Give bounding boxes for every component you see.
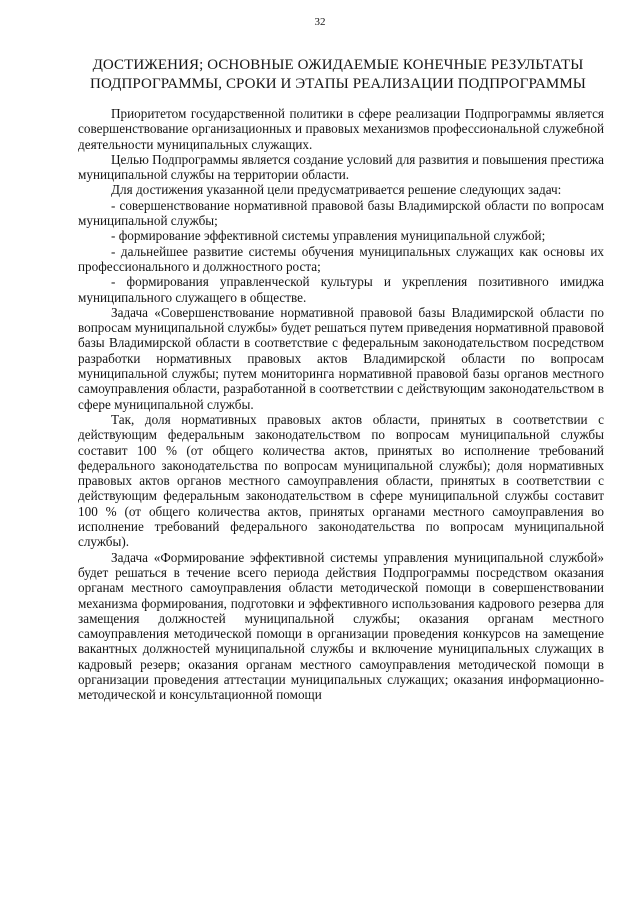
heading-line-2: ПОДПРОГРАММЫ, СРОКИ И ЭТАПЫ РЕАЛИЗАЦИИ ПОДПРОГРАММЫ bbox=[90, 76, 586, 92]
paragraph-task-management-system: Задача «Формирование эффективной системы управления муниципальной службой» будет решаться в течение всего периода действия Подпрограммы посредством оказания органам местного самоуправления области методической помощи в совершенствовании механизма формирования, подготовки и эффективного использования кадрового резерва для замещения должностей муниципальной службы; оказания органам местного самоуправления методической помощи в организации проведения конкурсов на замещение вакантных должностей муниципальной службы и включение муниципальных служащих в кадровый резерв; оказания органам местного самоуправления методической помощи в организации проведения аттестации муниципальных служащих; оказания информационно-методической и консультационной помощи bbox=[78, 549, 604, 703]
paragraph-goal: Целью Подпрограммы является создание условий для развития и повышения престижа муниципальной службы на территории области. bbox=[78, 151, 604, 183]
paragraph-priority: Приоритетом государственной политики в сфере реализации Подпрограммы является совершенствование организационных и правовых механизмов профессиональной служебной деятельности муниципальных служащих. bbox=[78, 106, 604, 152]
paragraph-share-of-acts: Так, доля нормативных правовых актов области, принятых в соответствии с действующим федеральным законодательством по вопросам муниципальной службы составит 100 % (от общего количества актов, принятых во исполнение требований федерального законодательства по вопросам муниципальной службы); доля нормативных правовых актов органов местного самоуправления области, принятых в соответствии с действующим федеральным законодательством в сфере муниципальной службы составит 100 % (от общего количества актов, принятых органами местного самоуправления во исполнение требований федерального законодательства по вопросам муниципальной службы). bbox=[78, 411, 604, 550]
task-item-1: - совершенствование нормативной правовой базы Владимирской области по вопросам муниципальной службы; bbox=[78, 197, 604, 229]
page-number: 32 bbox=[314, 16, 326, 28]
task-item-2: - формирование эффективной системы управления муниципальной службой; bbox=[111, 228, 546, 244]
heading-line-1: ДОСТИЖЕНИЯ; ОСНОВНЫЕ ОЖИДАЕМЫЕ КОНЕЧНЫЕ РЕЗУЛЬТАТЫ bbox=[92, 57, 584, 73]
paragraph-task-normative-base: Задача «Совершенствование нормативной правовой базы Владимирской области по вопросам муниципальной службы» будет решаться путем приведения нормативной правовой базы Владимирской области в соответствие с федеральным законодательством посредством разработки нормативных правовых актов Владимирской области по вопросам муниципальной службы; путем мониторинга нормативной правовой базы органов местного самоуправления области, разработанной в соответствии с действующим законодательством в сфере муниципальной службы. bbox=[78, 304, 604, 412]
paragraph-tasks-intro: Для достижения указанной цели предусматривается решение следующих задач: bbox=[111, 182, 562, 198]
document-body bbox=[78, 106, 604, 703]
section-heading bbox=[72, 56, 604, 94]
task-item-3: - дальнейшее развитие системы обучения муниципальных служащих как основы их профессионального и должностного роста; bbox=[78, 243, 604, 274]
task-item-4: - формирования управленческой культуры и укрепления позитивного имиджа муниципального служащего в обществе. bbox=[78, 274, 604, 305]
